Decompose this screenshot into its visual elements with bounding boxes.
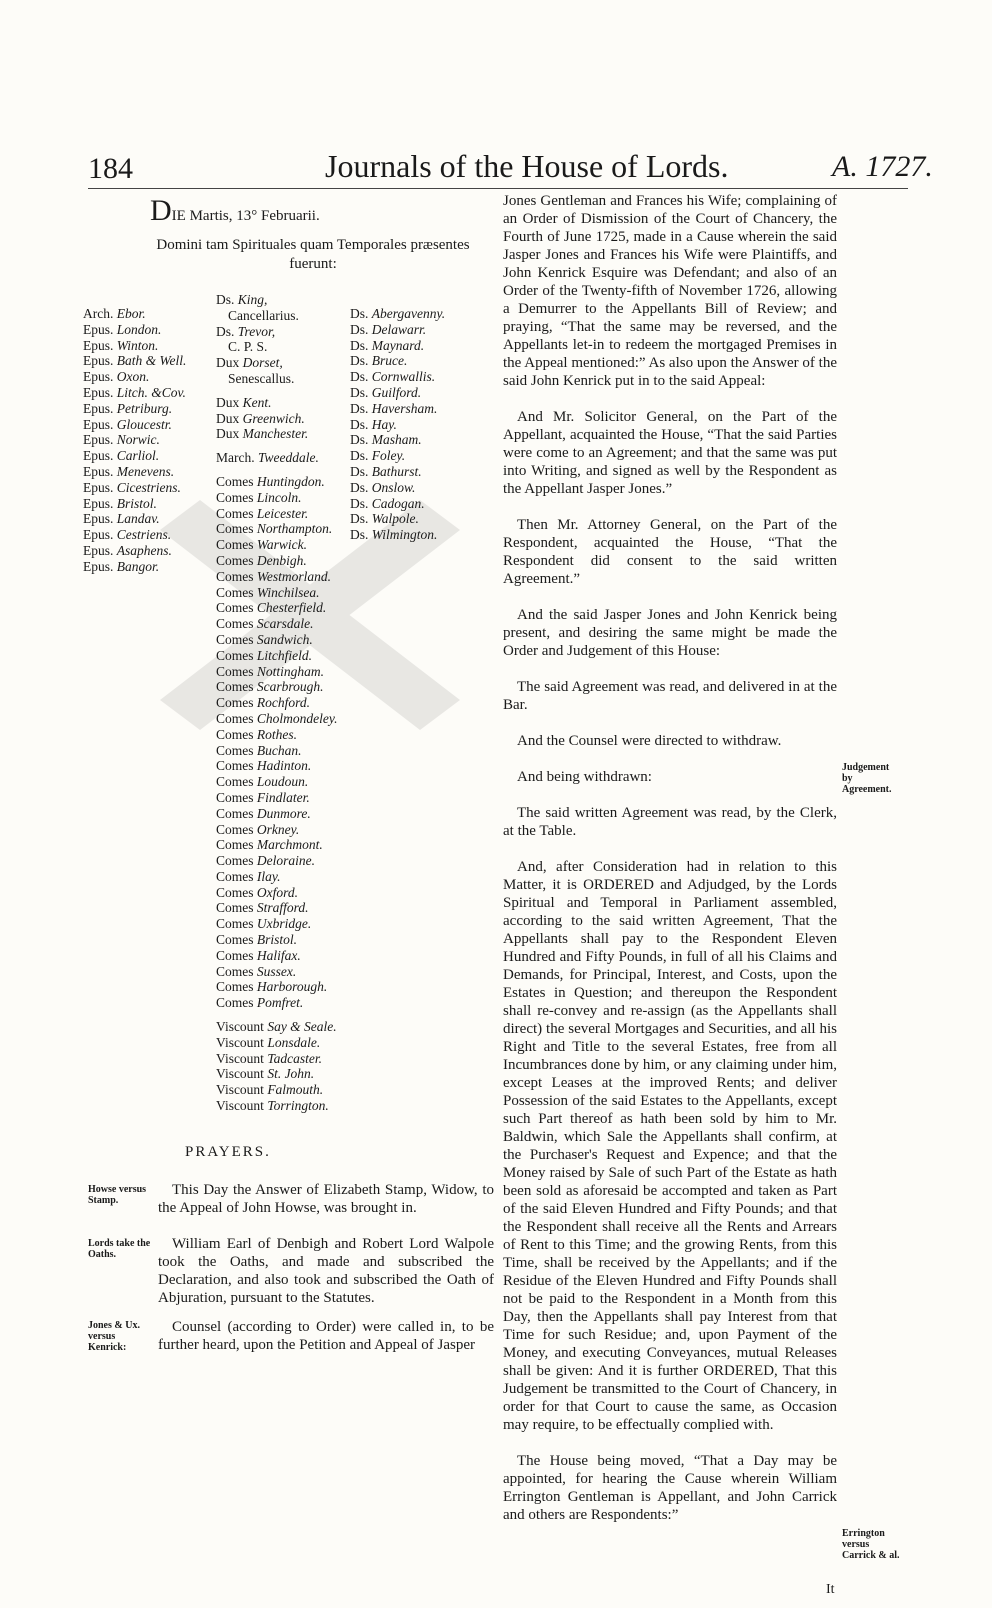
lord-name: Comes Westmorland. <box>216 568 332 584</box>
lord-name: Ds. Walpole. <box>350 511 419 527</box>
lord-name: Comes Sandwich. <box>216 631 313 647</box>
lord-name: Viscount Torrington. <box>216 1098 329 1114</box>
lord-name: Comes Chesterfield. <box>216 600 327 616</box>
lord-name: Epus. Litch. &Cov. <box>83 384 186 400</box>
lord-name: Comes Uxbridge. <box>216 916 312 932</box>
lord-name: Comes Orkney. <box>216 821 300 837</box>
lord-name: Comes Harborough. <box>216 979 328 995</box>
lord-name: Ds. Bruce. <box>350 353 408 369</box>
lord-name: Dux Manchester. <box>216 426 309 442</box>
lord-name: Comes Scarbrough. <box>216 679 324 695</box>
lord-name: Ds. King, <box>216 292 268 307</box>
lord-name: Viscount Tadcaster. <box>216 1050 322 1066</box>
lord-name: Comes Huntingdon. <box>216 473 325 489</box>
lord-name: Ds. Haversham. <box>350 400 438 416</box>
lord-name: Dux Dorset, <box>216 355 283 371</box>
lord-name: Ds. Bathurst. <box>350 463 422 479</box>
lord-name: Comes Pomfret. <box>216 995 304 1011</box>
lord-name: Epus. Petriburg. <box>83 400 173 416</box>
lord-name: Comes Warwick. <box>216 537 308 553</box>
lord-name: Comes Halifax. <box>216 947 301 963</box>
lord-name: Epus. Gloucestr. <box>83 416 172 432</box>
lord-name: Ds. Wilmington. <box>350 527 438 543</box>
lord-name: Epus. Winton. <box>83 337 159 353</box>
paragraph: The House being moved, “That a Day may be appointed, for hearing the Cause wherein William Errington Gentleman is Appellant, and John Carrick and others are Respondents:” <box>503 1453 837 1523</box>
lord-name: Comes Loudoun. <box>216 774 309 790</box>
entry-text: Counsel (according to Order) were called in, to be further heard, upon the Petition and Appeal of Jasper <box>158 1319 494 1353</box>
paragraph: The said written Agreement was read, by the Clerk, at the Table. <box>503 805 837 839</box>
lord-name: Ds. Cadogan. <box>350 495 425 511</box>
page-number: 184 <box>88 152 133 185</box>
lord-name: Ds. Onslow. <box>350 479 416 495</box>
lord-name: Comes Bristol. <box>216 932 298 948</box>
lord-name: Ds. Guilford. <box>350 384 422 400</box>
lord-name: Comes Litchfield. <box>216 647 313 663</box>
date-text: IE Martis, 13° Februarii. <box>171 208 320 224</box>
paragraph: And, after Consideration had in relation to this Matter, it is ORDERED and Adjudged, by the Lords Spiritual and Temporal in Parliament assembled, according to the said written Agreement, That the Appellants shall pay to the Respondent Eleven Hundred and Fifty Pounds, in full of all his Claims and Demands, for Principal, Interest, and Costs, upon the Estates in Question; and thereupon the Respondent shall re-convey and re-assign (as the Appellants shall direct) the several Mortgages and Securities, and all his Right and Title to the several Estates, free from all Incumbrances done by him, or any claiming under him, except Leases at the improved Rents; and deliver Possession of the said Estates to the Appellants, except such Part thereof as hath been sold by him to Mr. Baldwin, which Sale the Appellants shall confirm, at the Purchaser's Request and Expence; and that the Money raised by Sale of such Part of the Estate as hath been sold as aforesaid be accompted and taken as Part of the said Eleven Hundred and Fifty Pounds; and that the Respondent shall receive all the Rents and Arrears of Rent to this Time; and the growing Rents, from this Time, shall be received by the Appellants; and if the Residue of the Eleven Hundred and Fifty Pounds shall not be paid to the Respondent in a Month from this Day, then the Appellants shall pay Interest from that Time for such Residue; and, upon Payment of the Money, and executing Conveyances, mutual Releases shall be given: And it is further ORDERED, That this Judgement be transmitted to the Court of Chancery, in order for that Court to cause the same, as Occasion may require, to be effectually complied with. <box>503 859 837 1433</box>
lord-name: Comes Nottingham. <box>216 663 325 679</box>
paragraph: And the said Jasper Jones and John Kenrick being present, and desiring the same might be made the Order and Judgement of this House: <box>503 607 837 659</box>
lord-name <box>216 442 338 450</box>
lords-column-2 <box>216 292 338 1114</box>
lord-name: Epus. Bristol. <box>83 495 157 511</box>
lord-name: Comes Strafford. <box>216 900 309 916</box>
lord-name <box>216 1011 338 1019</box>
page-title: Journals of the House of Lords. <box>325 148 729 184</box>
lord-name: Ds. Trevor, <box>216 323 276 339</box>
margin-note: Howse versus Stamp. <box>88 1184 147 1206</box>
margin-note: Judgement by Agreement. <box>842 762 892 795</box>
lord-name: Epus. Carliol. <box>83 448 160 464</box>
lord-name: Comes Oxford. <box>216 884 299 900</box>
lord-name: Epus. Asaphens. <box>83 542 172 558</box>
lord-name: Comes Denbigh. <box>216 552 307 568</box>
lord-name <box>216 387 338 395</box>
lord-name: Comes Dunmore. <box>216 805 311 821</box>
catchword: It <box>826 1582 835 1597</box>
lord-name: Ds. Cornwallis. <box>350 369 436 385</box>
lord-name: Comes Buchan. <box>216 742 302 758</box>
lord-name: Epus. Norwic. <box>83 432 160 448</box>
lord-name: Viscount Falmouth. <box>216 1082 324 1098</box>
lord-name: March. Tweeddale. <box>216 450 319 466</box>
lord-name: Comes Scarsdale. <box>216 616 314 632</box>
lord-name: Comes Winchilsea. <box>216 584 320 600</box>
lord-name: Comes Lincoln. <box>216 489 302 505</box>
lord-name: Ds. Maynard. <box>350 337 425 353</box>
lord-name: Senescallus. <box>228 370 295 386</box>
right-column <box>503 192 837 1542</box>
lord-name: Dux Kent. <box>216 394 272 410</box>
paragraph: Jones Gentleman and Frances his Wife; complaining of an Order of Dismission of the Court of Chancery, the Fourth of June 1725, made in a Cause wherein the said Jasper Jones and Frances his Wife were Plaintiffs, and John Kenrick Esquire was Defendant; and also of an Order of the Twenty-fifth of November 1726, allowing a Demurrer to the Appellants Bill of Review; and praying, “That the same may be reversed, and the Appellants let-in to redeem the mortgaged Premises in the Appeal mentioned:” As also upon the Answer of the said John Kenrick put in to the said Appeal: <box>503 193 837 389</box>
margin-note: Lords take the Oaths. <box>88 1238 151 1260</box>
lord-name: Epus. London. <box>83 321 162 337</box>
present-heading: Domini tam Spirituales quam Temporales præsentes fuerunt: <box>156 237 470 272</box>
lord-name: Viscount Say & Seale. <box>216 1019 337 1035</box>
lord-name: Comes Rothes. <box>216 726 298 742</box>
lord-name: Ds. Foley. <box>350 448 406 464</box>
sitting-date <box>150 194 320 227</box>
lord-name: Epus. Cicestriens. <box>83 479 181 495</box>
lord-name: Comes Deloraine. <box>216 853 316 869</box>
lord-name: Comes Rochford. <box>216 695 311 711</box>
lord-name: Comes Cholmondeley. <box>216 710 338 726</box>
paragraph: And Mr. Solicitor General, on the Part of the Appellant, acquainted the House, “That the said Parties were come to an Agreement; and that the same was put into Writing, and signed as well by the Respondent as the Appellant Jasper Jones.” <box>503 409 837 497</box>
lord-name: C. P. S. <box>228 339 268 355</box>
paragraph: And the Counsel were directed to withdraw. <box>517 733 782 749</box>
lord-name: Epus. Oxon. <box>83 369 150 385</box>
lord-name: Ds. Delawarr. <box>350 321 427 337</box>
lord-name: Epus. Bangor. <box>83 558 160 574</box>
lord-name: Arch. Ebor. <box>83 306 146 321</box>
paragraph: Then Mr. Attorney General, on the Part of the Respondent, acquainted the House, “That the Respondent did consent to the said written Agreement.” <box>503 517 837 587</box>
lord-name: Ds. Masham. <box>350 432 422 448</box>
lord-name: Comes Marchmont. <box>216 837 323 853</box>
lords-column-3 <box>350 306 445 543</box>
lord-name: Comes Northampton. <box>216 521 333 537</box>
prayers-heading: PRAYERS. <box>185 1144 271 1160</box>
lords-column-1 <box>83 306 186 575</box>
lord-name: Comes Sussex. <box>216 963 297 979</box>
lord-name: Comes Findlater. <box>216 789 310 805</box>
lord-name: Epus. Bath & Well. <box>83 353 187 369</box>
paragraph: And being withdrawn: <box>517 769 652 785</box>
lord-name: Comes Hadinton. <box>216 758 312 774</box>
drop-cap: D <box>150 194 172 227</box>
paragraph: The said Agreement was read, and delivered in at the Bar. <box>503 679 837 713</box>
entry-text: William Earl of Denbigh and Robert Lord Walpole took the Oaths, and made and subscribed the Declaration, and also took and subscribed the Oath of Abjuration, pursuant to the Statutes. <box>158 1236 494 1306</box>
page-year: A. 1727. <box>832 150 933 183</box>
lord-name: Comes Leicester. <box>216 505 309 521</box>
lord-name: Cancellarius. <box>228 307 299 323</box>
lord-name: Ds. Hay. <box>350 416 397 432</box>
lord-name <box>216 466 338 474</box>
margin-note: Jones & Ux. versus Kenrick: <box>88 1320 140 1353</box>
lord-name: Dux Greenwich. <box>216 410 305 426</box>
lord-name: Viscount Lonsdale. <box>216 1034 321 1050</box>
lord-name: Epus. Landav. <box>83 511 160 527</box>
lord-name: Viscount St. John. <box>216 1066 315 1082</box>
header-rule <box>88 188 908 189</box>
margin-note: Errington versus Carrick & al. <box>842 1528 900 1561</box>
lord-name: Ds. Abergavenny. <box>350 306 446 321</box>
lord-name: Epus. Cestriens. <box>83 527 172 543</box>
lord-name: Comes Ilay. <box>216 868 281 884</box>
entry-text: This Day the Answer of Elizabeth Stamp, Widow, to the Appeal of John Howse, was brought in. <box>158 1182 494 1216</box>
lord-name: Epus. Menevens. <box>83 463 175 479</box>
